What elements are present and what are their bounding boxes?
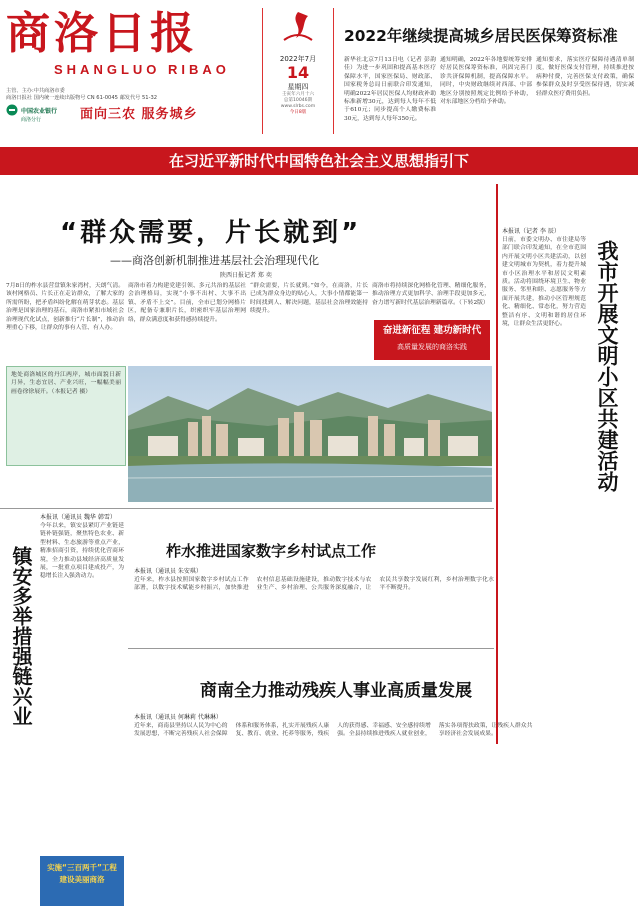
sponsor-slogan: 面向三农 服务城乡 xyxy=(80,107,198,122)
bottom-story-headline: 商南全力推动残疾人事业高质量发展 xyxy=(200,681,472,701)
publisher-line: 主管、主办:中共商洛市委 xyxy=(6,88,65,94)
top-story-headline: 2022年继续提高城乡居民医保筹资标准 xyxy=(344,27,618,45)
newspaper-pinyin: SHANGLUO RIBAO xyxy=(54,62,230,77)
year-month: 2022年7月 xyxy=(279,55,317,63)
campaign-badge-line1: 奋进新征程 建功新时代 xyxy=(382,325,482,336)
city-landscape-image xyxy=(128,366,492,502)
lead-col2: 商洛市着力构建党建引领、多元共治的基层社会治理格局，实现“小事不出村、大事不出镇、矛盾不上交”。目前，全市已划分网格片区，配备专兼职片长，织密织牢基层治理网络，群众满意度和获得感持续提升。 xyxy=(128,283,246,323)
photo-caption: 地处商洛城区的丹江两岸，城市面貌日新月异，生态宜居、产业兴旺，一幅幅美丽画卷徐徐展开。（本报记者 摄） xyxy=(6,366,126,466)
lead-subtitle: ——商洛创新机制推进基层社会治理现代化 xyxy=(110,254,319,267)
lead-headline: “群众需要，片长就到” xyxy=(60,218,362,248)
lead-col3: “群众需要，片长就到。”如今，在商洛，片长已成为群众身边的贴心人，大事小情都能第一时间找到人、解决问题，基层社会治理效能持续提升。 xyxy=(250,283,368,315)
sponsor-logo xyxy=(6,104,76,144)
lunar-date: 壬寅年六月十六 xyxy=(281,92,315,97)
sponsor-sub: 商洛分行 xyxy=(21,117,42,123)
newspaper-title: 商洛日报 xyxy=(6,8,198,59)
date-block xyxy=(262,8,334,134)
top-story-col3: 通知要求，落实医疗保障待遇清单制度，做好医保支付管理，持续推进按病种付费，完善医保支付政策，确保参保群众及时享受医保待遇，切实减轻群众医疗费用负担。 xyxy=(536,57,634,97)
top-story-col1: 新华社北京7月13日电（记者 彭韵佳）为进一步巩固和提高基本医疗保障水平，国家医保局、财政部、国家税务总局日前联合印发通知，明确2022年居民医保人均财政补助标准新增30元，达到每人每年不低于610元；同步提高个人缴费标准30元，达到每人每年350元。 xyxy=(344,57,436,122)
weekday: 星期四 xyxy=(287,83,309,91)
top-story-col2: 通知明确，2022年各地要统筹安排好居民医保筹资标准，巩固完善门诊共济保障机制，提高保障水平。同时，中央财政继续对西部、中部地区分别按照规定比例给予补助，对东部地区分档给予补助。 xyxy=(440,57,532,106)
section-divider xyxy=(0,508,494,509)
masthead xyxy=(6,6,246,84)
campaign-badge-line2: 高质量发展的商洛实践 xyxy=(397,343,467,351)
right-story-headline: 我市开展文明小区共建活动 xyxy=(595,240,619,492)
publication-info xyxy=(6,88,256,102)
registration-line: 商洛日报社 国内统一连续出版物号 CN 61-0045 邮发代号 51-32 xyxy=(6,95,158,101)
footer-ad: 实施“三百两千”工程 建设美丽商洛 xyxy=(40,856,124,906)
left-story-body: 今年以来，镇安县紧盯产业链延链补链强链，聚焦特色农业、新型材料、生态旅游等重点产业，精准招商引资，持续优化营商环境，全力推动县域经济高质量发展，一批重点项目建成投产，为稳增长注入强劲动力。 xyxy=(40,523,124,580)
lead-col4: 商洛市将持续深化网格化管理、精细化服务，推动治理方式更加科学、治理手段更加多元，奋力谱写新时代基层治理新篇章。（下转2版） xyxy=(372,283,490,306)
issue-number: 总第10046期 xyxy=(283,98,313,103)
sponsor-name: 中国农业银行 xyxy=(21,107,58,115)
bottom-story-byline: 本报讯（通讯员 何琳莉 代琳琳） xyxy=(134,714,222,721)
day-number: 14 xyxy=(286,63,310,82)
left-story-headline: 镇安多举措强链兴业 xyxy=(9,546,33,726)
page-count: 今日8版 xyxy=(289,110,307,115)
right-story-body: 日前，市委文明办、市住建局等部门联合印发通知，在全市范围内开展文明小区共建活动，以创建文明城市为契机，着力提升城市小区治理水平和居民文明素质。活动将围绕环境卫生、物业服务、邻里和睦、志愿服务等方面开展共建，推动小区管理规范化、精细化、常态化，努力营造整洁有序、文明和谐的居住环境，让群众生活更舒心。 xyxy=(502,237,586,328)
left-story-byline: 本报讯（通讯员 魏华 韩雪） xyxy=(40,514,116,521)
mid-story-headline: 柞水推进国家数字乡村试点工作 xyxy=(166,542,377,560)
lead-byline: 陕西日报记者 郑 奕 xyxy=(220,272,272,279)
campaign-badge xyxy=(374,320,490,360)
mid-divider xyxy=(128,648,494,649)
paper-emblem-icon xyxy=(278,8,318,48)
lead-col1: 7月8日的柞水县营盘镇朱家湾村，天朗气清。该村网格员、片长正在走访群众，了解大家的所需所盼，把矛盾纠纷化解在萌芽状态。基层治理是国家治理的基石，商洛市紧扣市域社会治理现代化试点，创新推行“片长制”，推动治理重心下移，让群众的事有人管、有人办。 xyxy=(6,283,124,332)
right-story-byline: 本报讯（记者 李 辰） xyxy=(502,228,560,235)
mid-story-byline: 本报讯（通讯员 朱安琪） xyxy=(134,568,202,575)
website: www.slrbs.com xyxy=(280,104,316,109)
bottom-story-body: 近年来，商南县坚持以人民为中心的发展思想，不断完善残疾人社会保障体系和服务体系，扎实开展残疾人康复、教育、就业、托养等服务，残疾人的获得感、幸福感、安全感持续增强。全县持续推进残疾人就业创业，落实各项帮扶政策，让残疾人群众共享经济社会发展成果。 xyxy=(134,723,533,738)
theme-banner: 在习近平新时代中国特色社会主义思想指引下 xyxy=(0,147,638,175)
bank-logo-icon xyxy=(6,104,18,116)
mid-story-body: 近年来，柞水县按照国家数字乡村试点工作部署，以数字技术赋能乡村振兴，加快推进农村信息基础设施建设，推动数字技术与农业生产、乡村治理、公共服务深度融合，让农民共享数字发展红利，乡村治理数字化水平不断提升。 xyxy=(134,577,494,592)
city-photo xyxy=(128,366,492,502)
right-column-rule xyxy=(496,184,498,744)
